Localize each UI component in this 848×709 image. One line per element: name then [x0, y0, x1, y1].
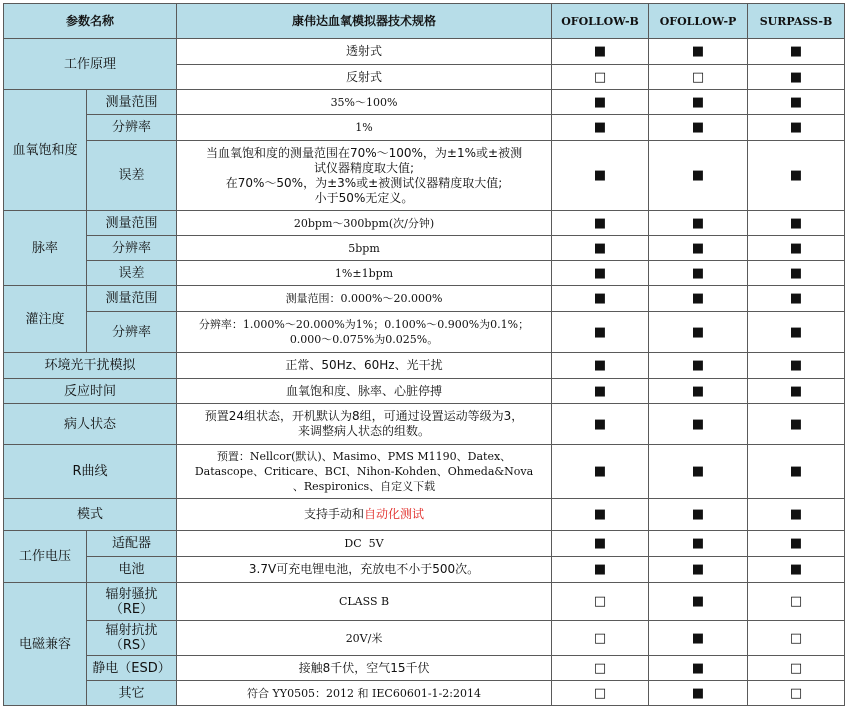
- spec-r-curve: [177, 445, 552, 499]
- spec-ambient-light: 正常、50Hz、60Hz、光干扰: [177, 353, 552, 379]
- mark-filled: ■: [552, 211, 649, 236]
- mark-filled: ■: [649, 583, 748, 621]
- mark-filled: ■: [748, 211, 845, 236]
- spec-adapter: DC 5V: [177, 531, 552, 557]
- mark-filled: ■: [649, 656, 748, 681]
- mark-filled: ■: [552, 353, 649, 379]
- mark-filled: ■: [649, 211, 748, 236]
- mark-filled: ■: [649, 353, 748, 379]
- mark-filled: ■: [552, 557, 649, 583]
- sub-label-emc-rs: [87, 621, 177, 656]
- sub-label-spo2-resolution: 分辨率: [87, 115, 177, 141]
- spec-spo2-error-line1: 当血氧饱和度的测量范围在70%～100%，为±1%或±被测: [205, 145, 523, 160]
- header-spec: 康伟达血氧模拟器技术规格: [177, 4, 552, 39]
- mark-filled: ■: [748, 379, 845, 404]
- mark-empty: □: [552, 65, 649, 90]
- sub-label-adapter: 适配器: [87, 531, 177, 557]
- mark-filled: ■: [748, 65, 845, 90]
- sub-label-emc-re: [87, 583, 177, 621]
- spec-spo2-range: 35%～100%: [177, 90, 552, 115]
- mark-filled: ■: [649, 404, 748, 445]
- header-param: 参数名称: [4, 4, 177, 39]
- mark-filled: ■: [748, 499, 845, 531]
- spec-mode: [177, 499, 552, 531]
- spec-patient-state-line1: 预置24组状态，开机默认为8组，可通过设置运动等级为3，: [204, 409, 524, 423]
- mark-filled: ■: [552, 499, 649, 531]
- mark-filled: ■: [748, 90, 845, 115]
- spec-spo2-error-line2: 试仪器精度取大值;: [313, 160, 415, 175]
- spec-emc-other: 符合 YY0505：2012 和 IEC60601-1-2:2014: [177, 681, 552, 706]
- mark-filled: ■: [552, 115, 649, 141]
- mark-filled: ■: [748, 115, 845, 141]
- spec-r-curve-line3: 、Respironics、自定义下载: [292, 480, 436, 493]
- sub-label-emc-rs-line1: 辐射抗扰: [105, 623, 158, 638]
- sub-label-spo2-error: 误差: [87, 141, 177, 211]
- mark-empty: □: [748, 621, 845, 656]
- spec-spo2-error: [177, 141, 552, 211]
- spec-mode-highlight: 自动化测试: [364, 507, 425, 521]
- mark-filled: ■: [649, 445, 748, 499]
- mark-filled: ■: [649, 557, 748, 583]
- mark-empty: □: [748, 656, 845, 681]
- mark-filled: ■: [649, 286, 748, 312]
- sub-label-emc-re-line2: （RE）: [109, 601, 154, 617]
- row-label-working-voltage: 工作电压: [4, 531, 87, 583]
- spec-perfusion-resolution-line1: 分辨率：1.000%～20.000%为1%；0.100%～0.900%为0.1%；: [198, 318, 530, 331]
- mark-filled: ■: [552, 236, 649, 261]
- spec-table: [3, 3, 845, 706]
- mark-empty: □: [552, 621, 649, 656]
- spec-perfusion-resolution-line2: 0.000～0.075%为0.025%。: [289, 333, 439, 346]
- row-label-response-time: 反应时间: [4, 379, 177, 404]
- spec-pulse-resolution: 5bpm: [177, 236, 552, 261]
- row-label-spo2: 血氧饱和度: [4, 90, 87, 211]
- mark-filled: ■: [649, 236, 748, 261]
- mark-filled: ■: [649, 90, 748, 115]
- mark-filled: ■: [748, 445, 845, 499]
- row-label-emc: 电磁兼容: [4, 583, 87, 706]
- spec-mode-prefix: 支持手动和: [304, 507, 365, 521]
- mark-filled: ■: [649, 312, 748, 353]
- sub-label-emc-esd: 静电（ESD）: [87, 656, 177, 681]
- spec-patient-state: [177, 404, 552, 445]
- mark-filled: ■: [649, 681, 748, 706]
- mark-empty: □: [552, 681, 649, 706]
- row-label-pulse: 脉率: [4, 211, 87, 286]
- mark-filled: ■: [649, 115, 748, 141]
- mark-filled: ■: [748, 261, 845, 286]
- spec-spo2-error-line3: 在70%～50%，为±3%或±被测试仪器精度取大值;: [225, 175, 503, 190]
- spec-emc-re: CLASS B: [177, 583, 552, 621]
- spec-pulse-range: 20bpm～300bpm(次/分钟): [177, 211, 552, 236]
- row-label-patient-state: 病人状态: [4, 404, 177, 445]
- row-label-r-curve: R曲线: [4, 445, 177, 499]
- spec-response-time: 血氧饱和度、脉率、心脏停搏: [177, 379, 552, 404]
- spec-perfusion-range: 测量范围：0.000%～20.000%: [177, 286, 552, 312]
- mark-filled: ■: [649, 499, 748, 531]
- row-label-mode: 模式: [4, 499, 177, 531]
- spec-emc-rs: 20V/米: [177, 621, 552, 656]
- mark-filled: ■: [552, 141, 649, 211]
- sub-label-emc-rs-line2: （RS）: [109, 638, 154, 653]
- spec-spo2-error-line4: 小于50%无定义。: [314, 190, 414, 205]
- sub-label-battery: 电池: [87, 557, 177, 583]
- spec-transmissive: 透射式: [177, 39, 552, 65]
- sub-label-emc-other: 其它: [87, 681, 177, 706]
- spec-spo2-resolution: 1%: [177, 115, 552, 141]
- mark-filled: ■: [748, 557, 845, 583]
- mark-filled: ■: [748, 141, 845, 211]
- mark-filled: ■: [748, 286, 845, 312]
- mark-filled: ■: [552, 531, 649, 557]
- mark-filled: ■: [748, 312, 845, 353]
- header-ofollow-p: OFOLLOW-P: [649, 4, 748, 39]
- mark-filled: ■: [649, 531, 748, 557]
- mark-filled: ■: [649, 261, 748, 286]
- mark-filled: ■: [649, 379, 748, 404]
- sub-label-perfusion-resolution: 分辨率: [87, 312, 177, 353]
- sub-label-pulse-error: 误差: [87, 261, 177, 286]
- mark-filled: ■: [552, 261, 649, 286]
- row-label-ambient-light: 环境光干扰模拟: [4, 353, 177, 379]
- sub-label-perfusion-range: 测量范围: [87, 286, 177, 312]
- sub-label-emc-re-line1: 辐射骚扰: [105, 586, 158, 602]
- mark-filled: ■: [552, 445, 649, 499]
- spec-perfusion-resolution: [177, 312, 552, 353]
- mark-filled: ■: [552, 404, 649, 445]
- header-surpass-b: SURPASS-B: [748, 4, 845, 39]
- mark-filled: ■: [649, 39, 748, 65]
- sub-label-pulse-resolution: 分辨率: [87, 236, 177, 261]
- spec-patient-state-line2: 来调整病人状态的组数。: [298, 424, 431, 438]
- mark-empty: □: [552, 583, 649, 621]
- mark-empty: □: [748, 583, 845, 621]
- mark-filled: ■: [748, 404, 845, 445]
- mark-empty: □: [748, 681, 845, 706]
- mark-filled: ■: [748, 531, 845, 557]
- mark-filled: ■: [748, 39, 845, 65]
- mark-filled: ■: [649, 621, 748, 656]
- mark-filled: ■: [552, 312, 649, 353]
- row-label-perfusion: 灌注度: [4, 286, 87, 353]
- spec-emc-esd: 接触8千伏，空气15千伏: [177, 656, 552, 681]
- mark-filled: ■: [552, 39, 649, 65]
- spec-pulse-error: 1%±1bpm: [177, 261, 552, 286]
- mark-empty: □: [552, 656, 649, 681]
- mark-filled: ■: [552, 379, 649, 404]
- header-ofollow-b: OFOLLOW-B: [552, 4, 649, 39]
- sub-label-spo2-range: 测量范围: [87, 90, 177, 115]
- mark-filled: ■: [552, 90, 649, 115]
- sub-label-pulse-range: 测量范围: [87, 211, 177, 236]
- spec-r-curve-line2: Datascope、Criticare、BCI、Nihon-Kohden、Ohmeda&Nova: [194, 465, 534, 478]
- spec-reflective: 反射式: [177, 65, 552, 90]
- mark-filled: ■: [748, 236, 845, 261]
- spec-battery: 3.7V可充电锂电池，充放电不小于500次。: [177, 557, 552, 583]
- mark-filled: ■: [552, 286, 649, 312]
- mark-empty: □: [649, 65, 748, 90]
- row-label-work-principle: 工作原理: [4, 39, 177, 90]
- mark-filled: ■: [748, 353, 845, 379]
- mark-filled: ■: [649, 141, 748, 211]
- spec-r-curve-line1: 预置：Nellcor(默认)、Masimo、PMS M1190、Datex、: [216, 450, 512, 463]
